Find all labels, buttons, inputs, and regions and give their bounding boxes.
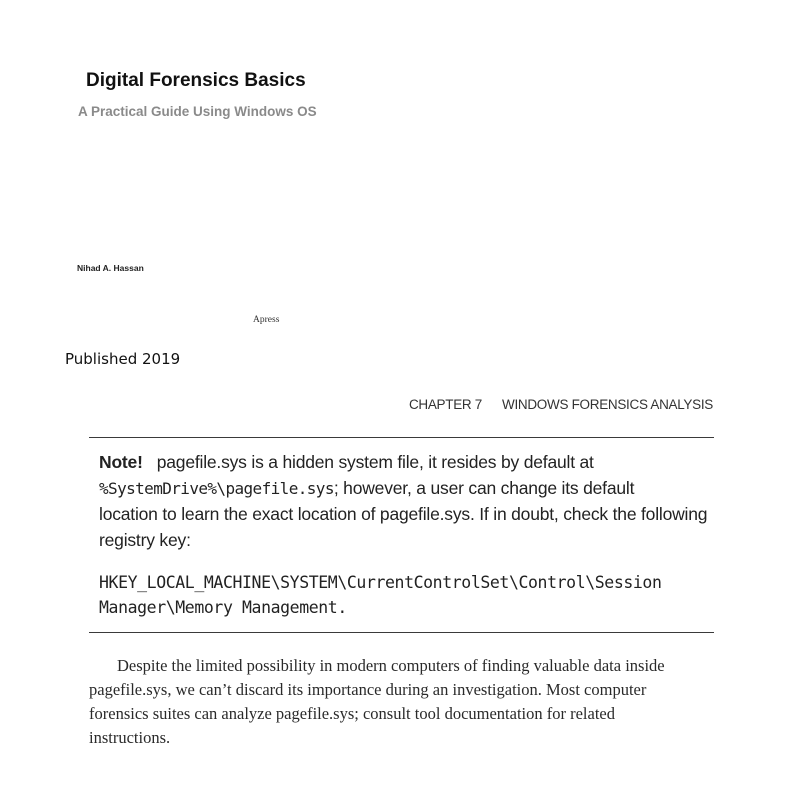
- chapter-title: WINDOWS FORENSICS ANALYSIS: [502, 397, 713, 412]
- paragraph-line-2: pagefile.sys, we can’t discard its importance during an investigation. Most computer: [89, 680, 647, 699]
- paragraph-line-4: instructions.: [89, 728, 171, 747]
- registry-key-line-1: HKEY_LOCAL_MACHINE\SYSTEM\CurrentControlSet\Control\Session: [99, 573, 662, 592]
- running-header: [409, 397, 713, 412]
- note-line-3: location to learn the exact location of pagefile.sys. If in doubt, check the following: [99, 504, 708, 524]
- registry-key-line-2: Manager\Memory Management.: [99, 598, 347, 617]
- published-year: Published 2019: [65, 350, 181, 368]
- note-text-2: ; however, a user can change its default: [333, 478, 635, 498]
- chapter-number: CHAPTER 7: [408, 397, 483, 412]
- note-path-code: %SystemDrive%\pagefile.sys: [99, 479, 334, 498]
- publisher-name: Apress: [253, 315, 280, 325]
- note-line-4: registry key:: [99, 530, 191, 550]
- note-label: Note!: [99, 452, 143, 472]
- book-title: Digital Forensics Basics: [86, 70, 306, 91]
- note-line-1: [99, 452, 594, 473]
- note-bottom-rule: [89, 632, 714, 633]
- note-line-2: [99, 478, 634, 499]
- note-top-rule: [89, 437, 714, 438]
- paragraph-line-1: Despite the limited possibility in modern computers of finding valuable data inside: [117, 656, 665, 675]
- note-text-1: pagefile.sys is a hidden system file, it resides by default at: [156, 452, 594, 472]
- paragraph-line-3: forensics suites can analyze pagefile.sys; consult tool documentation for related: [89, 704, 615, 723]
- book-subtitle: A Practical Guide Using Windows OS: [78, 104, 317, 119]
- author-name: Nihad A. Hassan: [77, 263, 144, 273]
